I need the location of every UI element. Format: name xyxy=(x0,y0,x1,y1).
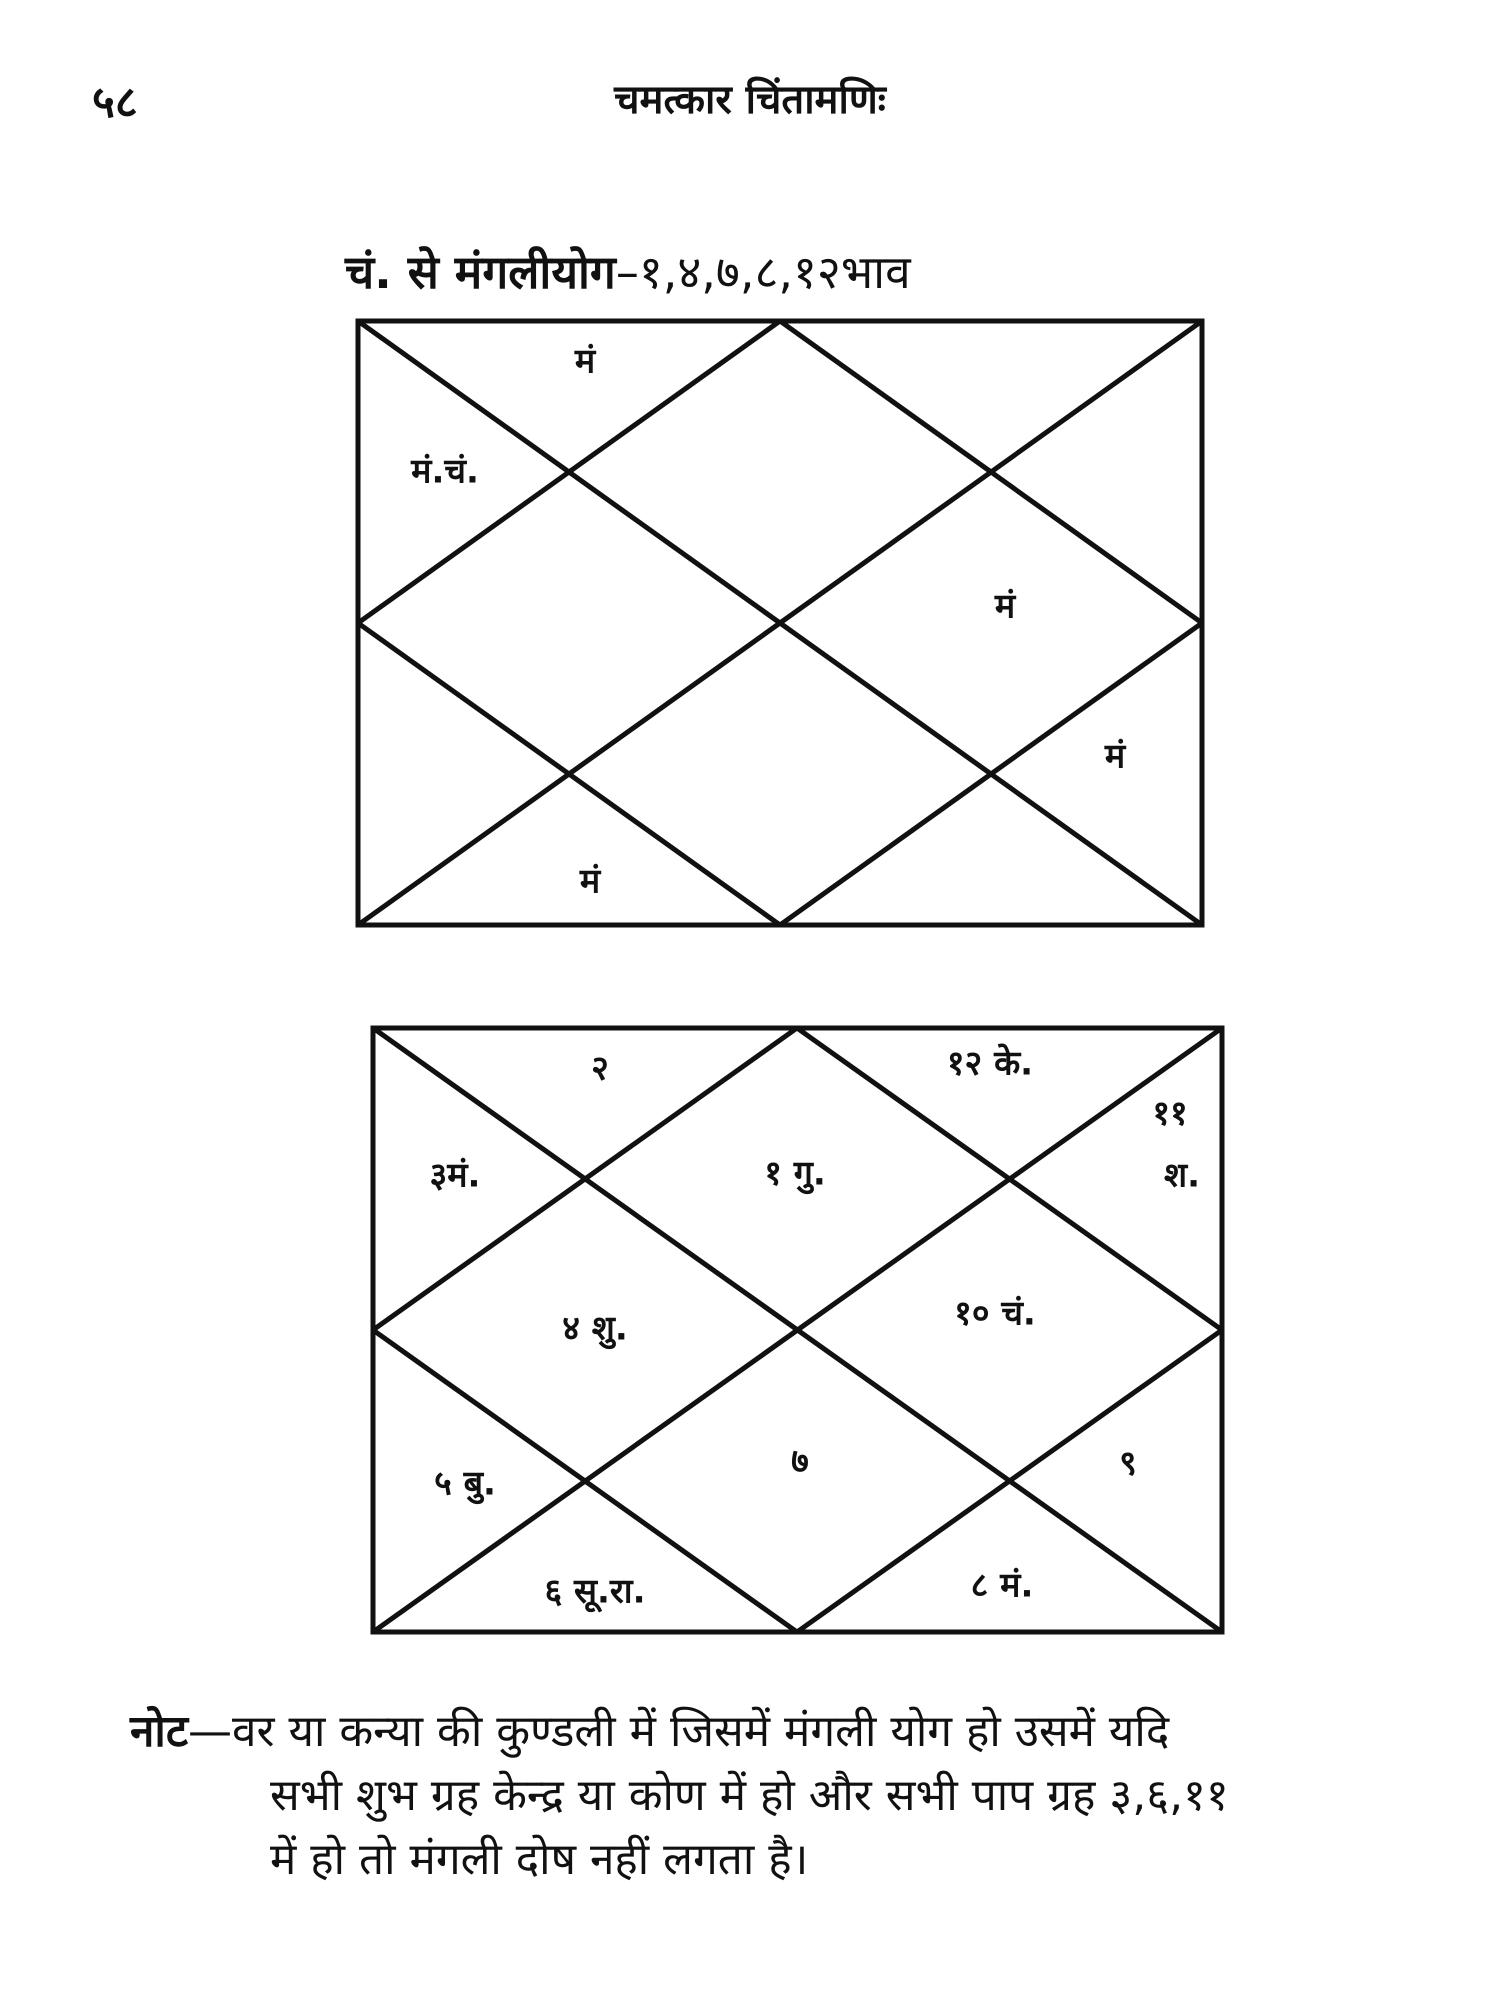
caption-houses: –१,४,७,८,१२भाव xyxy=(615,245,911,299)
house-label-bottom: मं xyxy=(579,861,601,902)
house-label-right-upper-number: ११ xyxy=(1152,1093,1188,1134)
note-paragraph xyxy=(130,1700,1480,1892)
house-label-top-right: १२ के. xyxy=(946,1043,1034,1084)
page-number: ५८ xyxy=(92,77,138,128)
house-label-center-bottom: ७ xyxy=(791,1441,809,1482)
house-label-upper-left: ३मं. xyxy=(429,1155,481,1196)
house-label-center-left: ४ शु. xyxy=(562,1308,628,1349)
caption-bold: चं. से मंगलीयोग xyxy=(345,245,616,299)
house-label-center-right: १० चं. xyxy=(954,1293,1036,1334)
house-label-right: मं xyxy=(994,586,1016,627)
house-label-upper-left: मं.चं. xyxy=(411,451,479,492)
house-label-center-top: १ गु. xyxy=(764,1153,826,1194)
house-label-top: २ xyxy=(591,1048,609,1089)
kundli-chart-1 xyxy=(355,318,1205,928)
note-label: नोट xyxy=(130,1706,188,1757)
house-label-bottom-right: ८ मं. xyxy=(970,1565,1034,1606)
house-label-lower-right: मं xyxy=(1104,736,1126,777)
note-line-3: में हो तो मंगली दोष नहीं लगता है। xyxy=(270,1834,809,1885)
note-line-1-text: —वर या कन्या की कुण्डली में जिसमें मंगली योग हो उसमें यदि xyxy=(188,1706,1170,1757)
house-label-lower-left: ५ बु. xyxy=(434,1463,496,1504)
house-label-lower-right: ९ xyxy=(1119,1443,1137,1484)
note-line-2: सभी शुभ ग्रह केन्द्र या कोण में हो और सभी पाप ग्रह ३,६,११ xyxy=(270,1770,1229,1821)
house-label-top: मं xyxy=(574,341,596,382)
house-label-bottom-left: ६ सू.रा. xyxy=(544,1571,646,1612)
note-line-1 xyxy=(130,1700,1480,1764)
kundli-chart-2 xyxy=(370,1025,1225,1635)
chart-caption xyxy=(345,240,911,302)
running-title: चमत्कार चिंतामणिः xyxy=(614,77,886,123)
house-label-right-upper-planet: श. xyxy=(1163,1155,1201,1196)
